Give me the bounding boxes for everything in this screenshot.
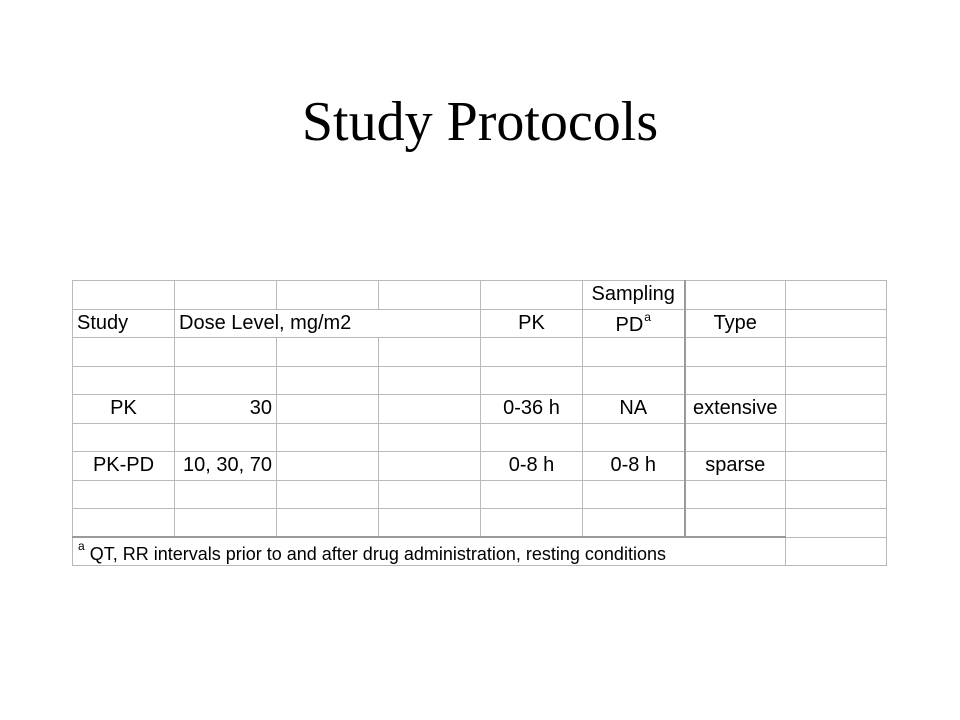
slide-title: Study Protocols bbox=[301, 91, 659, 153]
sampling-group-header: Sampling bbox=[583, 281, 685, 310]
cell-dose: 30 bbox=[175, 395, 277, 424]
table-row bbox=[73, 452, 887, 481]
header-dose-level: Dose Level, mg/m2 bbox=[175, 309, 481, 338]
cell-pk: 0-8 h bbox=[481, 452, 583, 481]
spacer-row bbox=[73, 509, 887, 538]
header-pd-label: PD bbox=[615, 313, 644, 336]
spacer-row bbox=[73, 366, 887, 395]
cell-study: PK bbox=[73, 395, 175, 424]
pd-footnote-mark: a bbox=[644, 309, 651, 324]
footnote-row bbox=[73, 537, 887, 566]
table-row bbox=[73, 395, 887, 424]
cell-dose: 10, 30, 70 bbox=[175, 452, 277, 481]
table-header-row bbox=[73, 309, 887, 338]
spacer-row bbox=[73, 423, 887, 452]
cell-study: PK-PD bbox=[73, 452, 175, 481]
cell-type: sparse bbox=[685, 452, 786, 481]
cell-type: extensive bbox=[685, 395, 786, 424]
footnote-mark: a bbox=[78, 538, 85, 553]
cell-pd: 0-8 h bbox=[583, 452, 685, 481]
header-pk: PK bbox=[481, 309, 583, 338]
header-type: Type bbox=[685, 309, 786, 338]
table-row-group-header bbox=[73, 281, 887, 310]
cell-pd: NA bbox=[583, 395, 685, 424]
study-protocols-table bbox=[72, 280, 887, 566]
header-pd bbox=[583, 309, 685, 338]
footnote-text: QT, RR intervals prior to and after drug administration, resting conditions bbox=[89, 543, 666, 564]
footnote bbox=[73, 537, 786, 566]
spacer-row bbox=[73, 338, 887, 367]
spacer-row bbox=[73, 480, 887, 509]
header-study: Study bbox=[73, 309, 175, 338]
cell-pk: 0-36 h bbox=[481, 395, 583, 424]
